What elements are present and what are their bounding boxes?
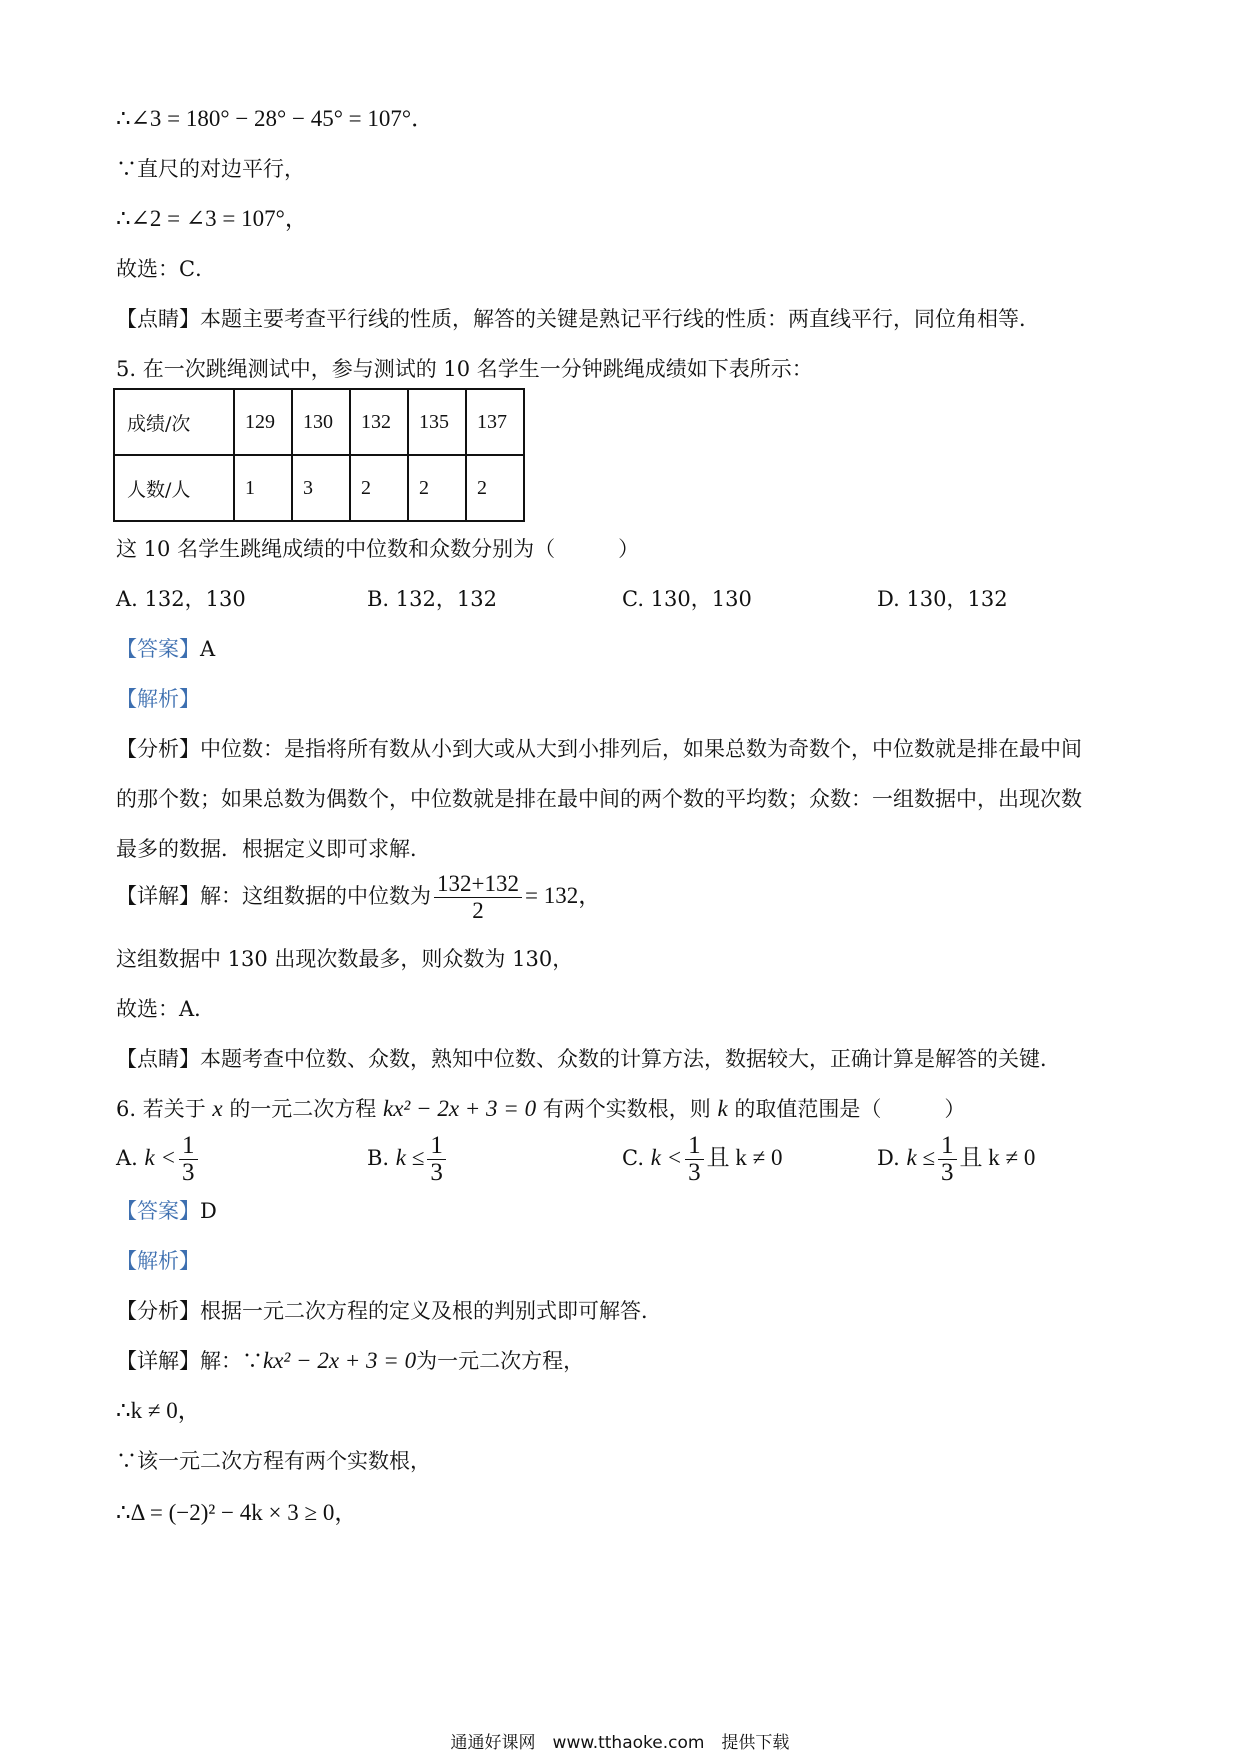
fraction-one-third (685, 1133, 704, 1186)
line-parallel: ∵直尺的对边平行， (116, 157, 305, 181)
q5-option-c: C. 130，130 (622, 587, 752, 611)
table-cell: 129 (234, 389, 292, 455)
q5-dianjing (116, 1044, 1061, 1074)
q5-select: 故选：A． (116, 997, 216, 1021)
q5-mode: 这组数据中 130 出现次数最多，则众数为 130， (116, 947, 574, 971)
q6-text-b: 的一元二次方程 (229, 1097, 377, 1121)
q6-step-k-nonzero: ∴k ≠ 0， (116, 1398, 201, 1423)
question-5: 5. 在一次跳绳测试中，参与测试的 10 名学生一分钟跳绳成绩如下表所示： (116, 357, 813, 381)
fraction-numerator: 1 (179, 1133, 198, 1160)
q5-fenxi-1 (116, 734, 1082, 764)
table-cell: 1 (234, 455, 292, 521)
option-label: A. (116, 1146, 138, 1170)
table-row (114, 389, 524, 455)
q6-option-d (877, 1130, 1035, 1186)
q5-detail (116, 868, 601, 924)
q6-text-c: 有两个实数根，则 (542, 1097, 711, 1121)
fraction-denominator: 2 (472, 898, 484, 923)
table-cell: 2 (466, 455, 524, 521)
detail-text: 解：这组数据的中位数为 (200, 884, 431, 908)
q6-var-x: x (212, 1096, 223, 1121)
fraction-numerator: 1 (685, 1133, 704, 1160)
option-condition: 且 k ≠ 0 (706, 1145, 783, 1170)
answer-tag: 【答案】 (116, 1199, 200, 1223)
q6-answer (116, 1196, 217, 1226)
table-cell: 2 (350, 455, 408, 521)
fraction-denominator: 3 (430, 1159, 443, 1186)
q6-step-discriminant: ∴Δ = (−2)² − 4k × 3 ≥ 0， (116, 1500, 358, 1525)
q6-fenxi (116, 1296, 662, 1326)
median-result: = 132， (524, 883, 602, 908)
question-5-ask: 这 10 名学生跳绳成绩的中位数和众数分别为（ ） (116, 537, 640, 561)
detail-tag: 【详解】 (116, 884, 200, 908)
line-select-c: 故选：C． (116, 257, 217, 281)
table-cell: 130 (292, 389, 350, 455)
table-header-count: 人数/人 (114, 455, 234, 521)
fraction-one-third (179, 1133, 198, 1186)
q6-jiexi: 【解析】 (116, 1249, 200, 1273)
detail-text: 解：∵ (200, 1349, 263, 1373)
table-cell: 132 (350, 389, 408, 455)
q5-fenxi-2: 的那个数；如果总数为偶数个，中位数就是排在最中间的两个数的平均数；众数：一组数据中，出现次数 (116, 787, 1082, 811)
q6-text-d: 的取值范围是（ ） (734, 1097, 966, 1121)
q6-option-c (622, 1130, 783, 1186)
page-footer: 通通好课网 www.tthaoke.com 提供下载 (450, 1733, 790, 1753)
fraction-denominator: 3 (941, 1159, 954, 1186)
q6-detail (116, 1346, 584, 1376)
fenxi-text: 中位数：是指将所有数从小到大或从大到小排列后，如果总数为奇数个，中位数就是排在最中间 (200, 737, 1082, 761)
q5-option-a: A. 132，130 (116, 587, 246, 611)
dianjing-tag: 【点睛】 (116, 307, 200, 331)
detail-tag: 【详解】 (116, 1349, 200, 1373)
fenxi-tag: 【分析】 (116, 1299, 200, 1323)
option-label: B. (367, 1146, 390, 1170)
fraction-one-third (938, 1133, 957, 1186)
option-label: D. (877, 1146, 900, 1170)
question-6 (116, 1094, 965, 1124)
median-fraction (434, 871, 522, 924)
answer-value: A (200, 637, 216, 661)
q5-fenxi-3: 最多的数据．根据定义即可求解． (116, 837, 431, 861)
q6-option-a (116, 1130, 201, 1186)
line-dianjing (116, 304, 1040, 334)
option-inequality: k ≤ (395, 1145, 425, 1170)
fraction-denominator: 3 (182, 1159, 195, 1186)
fenxi-tag: 【分析】 (116, 737, 200, 761)
option-inequality: k ≤ (906, 1145, 936, 1170)
q5-jiexi: 【解析】 (116, 687, 200, 711)
detail-text-b: 为一元二次方程， (416, 1349, 585, 1373)
option-label: C. (622, 1146, 644, 1170)
score-table (113, 388, 525, 522)
answer-tag: 【答案】 (116, 637, 200, 661)
answer-value: D (200, 1199, 217, 1223)
option-inequality: k < (650, 1145, 683, 1170)
line-angle2: ∴∠2 = ∠3 = 107°， (116, 206, 308, 231)
table-cell: 137 (466, 389, 524, 455)
q6-step-two-roots: ∵该一元二次方程有两个实数根， (116, 1449, 431, 1473)
line-angle3: ∴∠3 = 180° − 28° − 45° = 107°． (116, 106, 435, 131)
table-row (114, 455, 524, 521)
option-condition: 且 k ≠ 0 (959, 1145, 1036, 1170)
dianjing-text: 本题主要考查平行线的性质，解答的关键是熟记平行线的性质：两直线平行，同位角相等． (200, 307, 1040, 331)
fraction-numerator: 1 (938, 1133, 957, 1160)
q5-option-d: D. 130，132 (877, 587, 1008, 611)
q6-text-a: 6. 若关于 (116, 1097, 206, 1121)
q6-option-b (367, 1130, 449, 1186)
dianjing-tag: 【点睛】 (116, 1047, 200, 1071)
fenxi-text: 根据一元二次方程的定义及根的判别式即可解答． (200, 1299, 662, 1323)
q6-var-k: k (717, 1096, 728, 1121)
table-header-score: 成绩/次 (114, 389, 234, 455)
dianjing-text: 本题考查中位数、众数，熟知中位数、众数的计算方法，数据较大，正确计算是解答的关键． (200, 1047, 1061, 1071)
fraction-one-third (427, 1133, 446, 1186)
fraction-numerator: 1 (427, 1133, 446, 1160)
table-cell: 135 (408, 389, 466, 455)
q6-equation: kx² − 2x + 3 = 0 (383, 1096, 537, 1121)
table-cell: 3 (292, 455, 350, 521)
detail-equation: kx² − 2x + 3 = 0 (263, 1348, 417, 1373)
fraction-numerator: 132+132 (434, 871, 522, 898)
q5-answer (116, 634, 215, 664)
fraction-denominator: 3 (688, 1159, 701, 1186)
table-cell: 2 (408, 455, 466, 521)
option-inequality: k < (144, 1145, 177, 1170)
q5-option-b: B. 132，132 (367, 587, 497, 611)
